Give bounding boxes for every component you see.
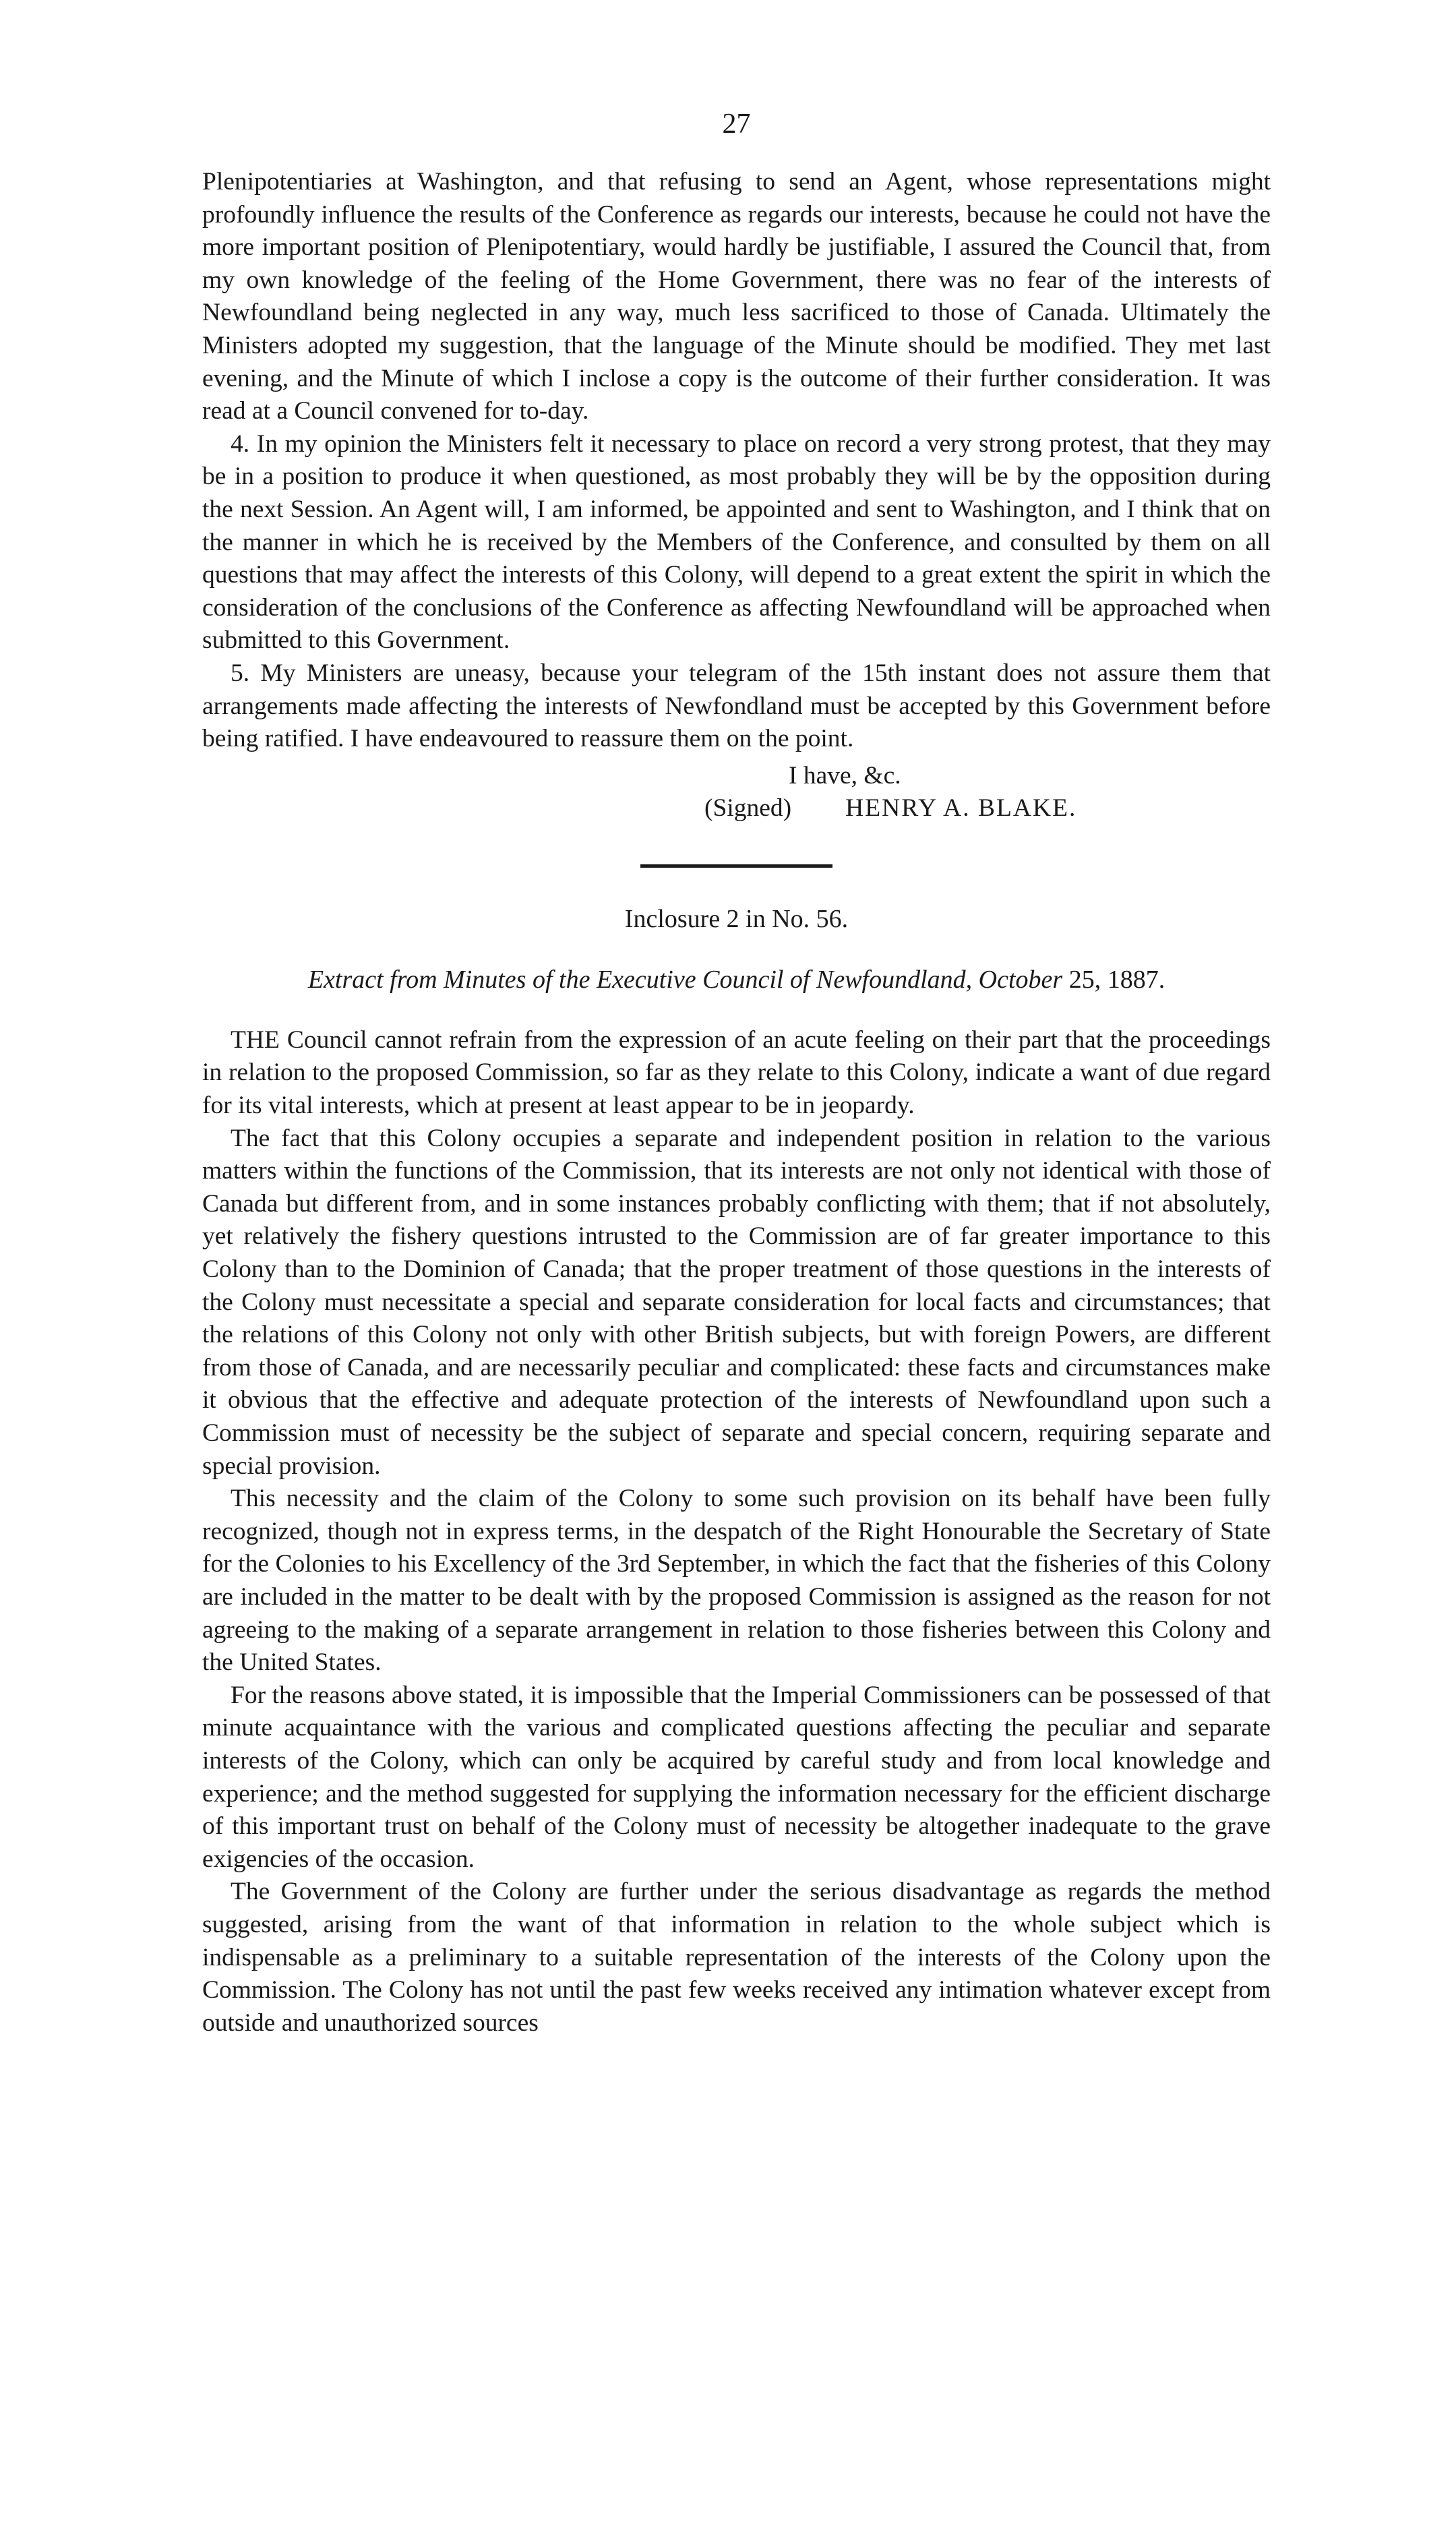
letter-paragraph-continued: Plenipotentiaries at Washington, and that refusing to send an Agent, whose representations might profoundly influence the results of the Conference as regards our interests, because he could not have the more important position of Plenipotentiary, would hardly be justifiable, I assured the Council that, from my own knowledge of the feeling of the Home Government, there was no fear of the interests of Newfoundland being neglected in any way, much less sacrificed to those of Canada. Ultimately the Ministers adopted my suggestion, that the language of the Minute should be modified. They met last evening, and the Minute of which I inclose a copy is the outcome of their further consideration. It was read at a Council convened for to-day. [202, 168, 1271, 425]
section-divider [640, 864, 832, 868]
minutes-body [202, 1024, 1271, 2040]
minutes-paragraph-2: The fact that this Colony occupies a separate and independent position in relation to the various matters within the functions of the Commission, that its interests are not only not identical with those of Canada but different from, and in some instances probably conflicting with them; that if not absolutely, yet relatively the fishery questions intrusted to the Commission are of far greater importance to this Colony than to the Dominion of Canada; that the proper treatment of those questions in the interests of the Colony must necessitate a special and separate consideration for local facts and circumstances; that the relations of this Colony not only with other British subjects, but with foreign Powers, are different from those of Canada, and are necessarily peculiar and complicated: these facts and circumstances make it obvious that the effective and adequate protection of the interests of Newfoundland upon such a Commission must of necessity be the subject of separate and special concern, requiring separate and special provision. [202, 1124, 1271, 1480]
closing-line: I have, &c. [789, 761, 901, 790]
minutes-paragraph-3: This necessity and the claim of the Colony to some such provision on its behalf have been fully recognized, though not in express terms, in the despatch of the Right Honourable the Secretary of State for the Colonies to his Excellency of the 3rd September, in which the fact that the fisheries of this Colony are included in the matter to be dealt with by the proposed Commission is assigned as the reason for not agreeing to the making of a separate arrangement in relation to those fisheries between this Colony and the United States. [202, 1485, 1271, 1677]
minutes-paragraph-4: For the reasons above stated, it is impossible that the Imperial Commissioners can be possessed of that minute acquaintance with the various and complicated questions affecting the peculiar and separate interests of the Colony, which can only be acquired by careful study and from local knowledge and experience; and the method suggested for supplying the information necessary for the efficient discharge of this important trust on behalf of the Colony must of necessity be altogether inadequate to the grave exigencies of the occasion. [202, 1681, 1271, 1873]
extract-heading-date: 25, 1887. [1068, 965, 1165, 994]
signature-line [202, 792, 1271, 825]
letter-paragraph-5: 5. My Ministers are uneasy, because your telegram of the 15th instant does not assure them that arrangements made affecting the interests of Newfondland must be accepted by this Government before being ratified. I have endeavoured to reassure them on the point. [202, 659, 1271, 753]
extract-heading [202, 965, 1271, 994]
extract-heading-text: Extract from Minutes of the Executive Council of Newfoundland, October [307, 965, 1063, 994]
letter-signoff [202, 760, 1271, 825]
document-page [202, 108, 1271, 2040]
minutes-paragraph-5: The Government of the Colony are further under the serious disadvantage as regards the method suggested, arising from the want of that information in relation to the whole subject which is indispensable as a preliminary to a suitable representation of the interests of the Colony upon the Commission. The Colony has not until the past few weeks received any intimation whatever except from outside and unauthorized sources [202, 1878, 1271, 2037]
page-number: 27 [722, 109, 751, 140]
minutes-paragraph-1: THE Council cannot refrain from the expression of an acute feeling on their part that the proceedings in relation to the proposed Commission, so far as they relate to this Colony, indicate a want of due regard for its vital interests, which at present at least appear to be in jeopardy. [202, 1025, 1271, 1120]
letter-body [202, 166, 1271, 756]
signed-label: (Signed) [704, 794, 792, 823]
signer-name: HENRY A. BLAKE. [845, 794, 1077, 823]
letter-paragraph-4: 4. In my opinion the Ministers felt it necessary to place on record a very strong protest, that they may be in a position to produce it when questioned, as most probably they will be by the opposition during the next Session. An Agent will, I am informed, be appointed and sent to Washington, and I think that on the manner in which he is received by the Members of the Conference, and consulted by them on all questions that may affect the interests of this Colony, will depend to a great extent the spirit in which the consideration of the conclusions of the Conference as affecting Newfoundland will be approached when submitted to this Government. [202, 429, 1271, 655]
enclosure-heading: Inclosure 2 in No. 56. [624, 904, 849, 933]
